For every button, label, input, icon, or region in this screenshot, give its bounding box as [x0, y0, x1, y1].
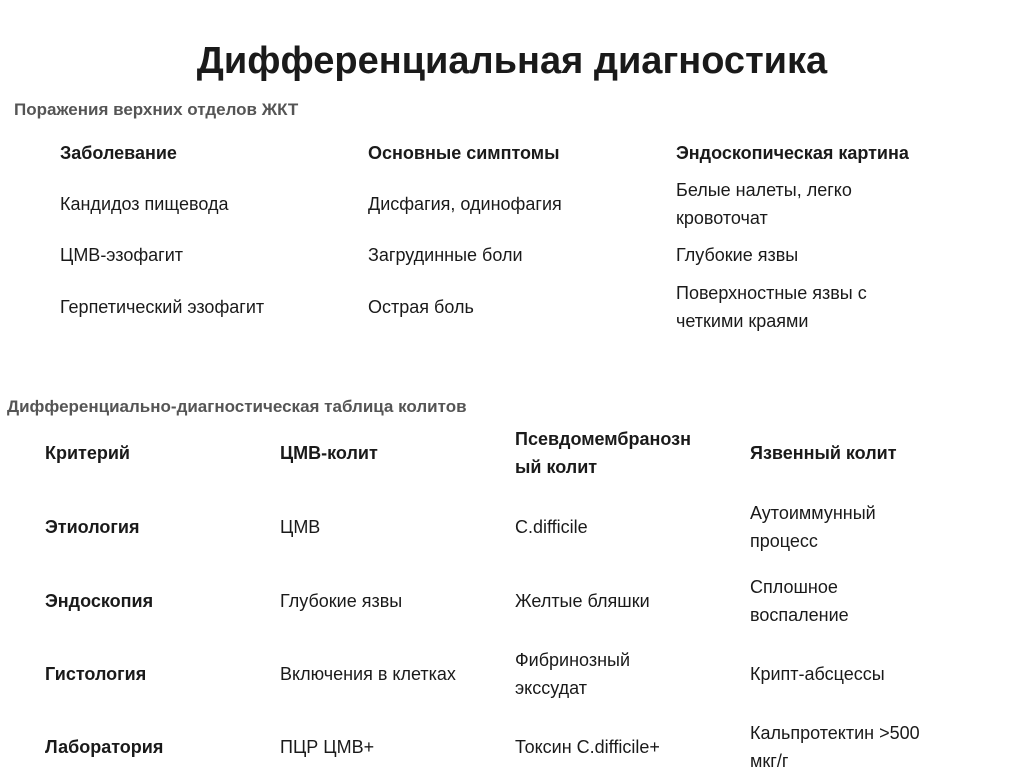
column-header: Язвенный колит [750, 443, 897, 463]
table1-caption: Поражения верхних отделов ЖКТ [14, 100, 299, 119]
table-cell: Герпетический эзофагит [60, 297, 265, 317]
table-cell: Токсин C.difficile+ [515, 737, 660, 757]
page-title: Дифференциальная диагностика [196, 40, 828, 82]
table-cell: Эндоскопия [45, 591, 154, 611]
table-cell: C.difficile [515, 517, 588, 537]
table2-caption: Дифференциально-диагностическая таблица колитов [7, 397, 467, 416]
table-cell: Лаборатория [45, 737, 164, 757]
column-header: Псевдомембранозн ый колит [515, 429, 691, 477]
table-cell: ЦМВ [280, 517, 321, 537]
table-cell: Кандидоз пищевода [60, 194, 229, 214]
table-cell: Глубокие язвы [280, 591, 403, 611]
column-header: Эндоскопическая картина [676, 143, 909, 163]
table-cell: Сплошное воспаление [750, 577, 849, 625]
table-cell: Крипт-абсцессы [750, 664, 885, 684]
table-cell: Глубокие язвы [676, 245, 799, 265]
table-cell: Гистология [45, 664, 147, 684]
column-header: Заболевание [60, 143, 177, 163]
table-cell: Фибринозный экссудат [515, 650, 631, 698]
column-header: Основные симптомы [368, 143, 560, 163]
table-cell: Аутоиммунный процесс [750, 503, 876, 551]
table-cell: Включения в клетках [280, 664, 456, 684]
table-cell: ПЦР ЦМВ+ [280, 737, 375, 757]
table-cell: Острая боль [368, 297, 474, 317]
table-cell: ЦМВ-эзофагит [60, 245, 184, 265]
table-cell: Этиология [45, 517, 140, 537]
table-cell: Загрудинные боли [368, 245, 523, 265]
column-header: ЦМВ-колит [280, 443, 378, 463]
table-cell: Желтые бляшки [515, 591, 650, 611]
table-cell: Дисфагия, одинофагия [368, 194, 562, 214]
table-cell: Поверхностные язвы с четкими краями [676, 283, 867, 331]
column-header: Критерий [45, 443, 130, 463]
table-cell: Белые налеты, легко кровоточат [676, 180, 852, 228]
table-cell: Кальпротектин >500 мкг/г [750, 723, 920, 771]
